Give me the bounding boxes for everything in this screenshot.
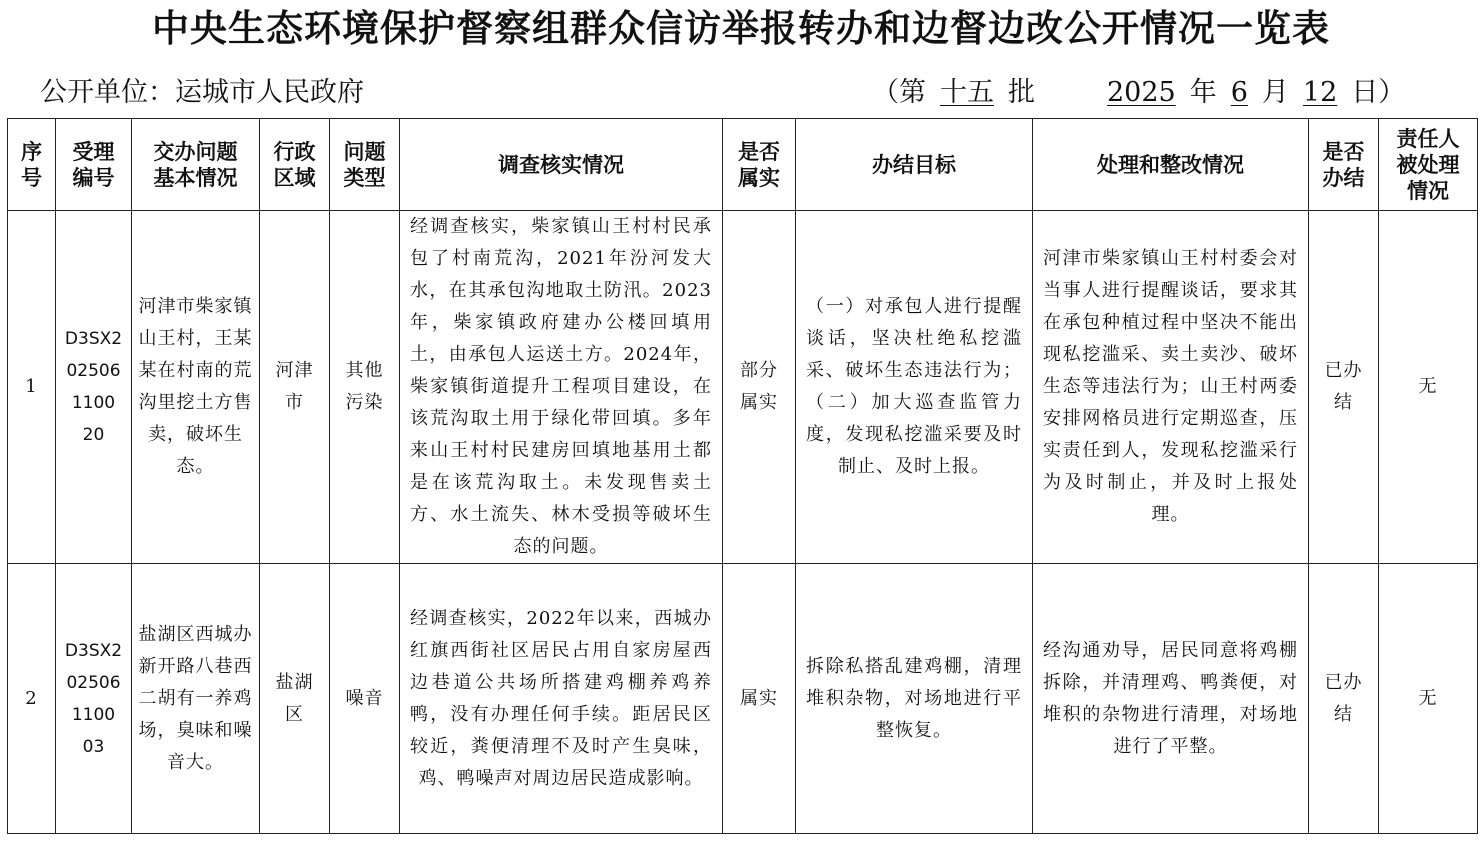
batch-year-label: 年 (1189, 77, 1217, 108)
page-title: 中央生态环境保护督察组群众信访举报转办和边督边改公开情况一览表 (152, 7, 1330, 50)
cell-investigation: 经调查核实，柴家镇山王村村民承包了村南荒沟，2021年汾河发大水，在其承包沟地取土防汛。2023年，柴家镇政府建办公楼回填用土，由承包人运送土方。2024年，柴家镇街道提升工程项目建设，在该荒沟取土用于绿化带回填。多年来山王村村民建房回填地基用土都是在该荒沟取土。未发现售卖土方、水土流失、林木受损等破坏生态的问题。 (400, 211, 723, 564)
batch-year: 2025 (1107, 77, 1176, 108)
cell-seq: 1 (8, 211, 56, 564)
header-seq: 序 号 (8, 119, 56, 211)
batch-open-paren: （ (872, 77, 899, 108)
batch-day: 12 (1302, 77, 1338, 108)
table-header-row (8, 119, 1478, 211)
cell-code: D3SX2025061100 20 (56, 211, 132, 564)
header-basic: 交办问题 基本情况 (132, 119, 260, 211)
cell-type: 噪音 (330, 564, 400, 834)
header-closed: 是否 办结 (1309, 119, 1379, 211)
cell-verified: 属实 (723, 564, 796, 834)
publisher-label: 公开单位： (40, 77, 175, 108)
cell-goal: （一）对承包人进行提醒谈话，坚决杜绝私挖滥采、破坏生态违法行为；（二）加大巡查监管力度，发现私挖滥采要及时制止、及时上报。 (796, 211, 1033, 564)
cell-punish: 无 (1379, 564, 1478, 834)
cell-closed: 已办结 (1309, 564, 1379, 834)
cell-handling: 经沟通劝导，居民同意将鸡棚拆除，并清理鸡、鸭粪便，对堆积的杂物进行清理，对场地进行了平整。 (1033, 564, 1309, 834)
cell-region: 盐湖区 (260, 564, 330, 834)
batch-day-label: 日 (1351, 77, 1379, 108)
header-type: 问题 类型 (330, 119, 400, 211)
batch-prefix: 第 (899, 77, 926, 108)
cell-verified: 部分属实 (723, 211, 796, 564)
batch-month-label: 月 (1261, 77, 1289, 108)
header-punish: 责任人 被处理 情况 (1379, 119, 1478, 211)
cell-code: D3SX2025061100 03 (56, 564, 132, 834)
cell-handling: 河津市柴家镇山王村村委会对当事人进行提醒谈话，要求其在承包种植过程中坚决不能出现私挖滥采、卖土卖沙、破坏生态等违法行为；山王村两委安排网格员进行定期巡查，压实责任到人，发现私挖滥采行为及时制止，并及时上报处理。 (1033, 211, 1309, 564)
header-investigation: 调查核实情况 (400, 119, 723, 211)
complaint-table (7, 118, 1478, 834)
header-verified: 是否 属实 (723, 119, 796, 211)
header-goal: 办结目标 (796, 119, 1033, 211)
cell-goal: 拆除私搭乱建鸡棚，清理堆积杂物，对场地进行平整恢复。 (796, 564, 1033, 834)
batch-close-paren: ） (1378, 77, 1406, 108)
publisher-value: 运城市人民政府 (175, 77, 364, 108)
table-row (8, 211, 1478, 564)
header-handling: 处理和整改情况 (1033, 119, 1309, 211)
batch-suffix: 批 (1008, 77, 1035, 108)
header-code: 受理 编号 (56, 119, 132, 211)
batch-line (872, 75, 1405, 111)
cell-investigation: 经调查核实，2022年以来，西城办红旗西街社区居民占用自家房屋西边巷道公共场所搭建鸡棚养鸡养鸭，没有办理任何手续。距居民区较近，粪便清理不及时产生臭味，鸡、鸭噪声对周边居民造成影响。 (400, 564, 723, 834)
table-row (8, 564, 1478, 834)
batch-number: 十五 (940, 77, 994, 108)
batch-month: 6 (1230, 77, 1248, 108)
publisher-line (40, 75, 364, 111)
cell-type: 其他污染 (330, 211, 400, 564)
cell-seq: 2 (8, 564, 56, 834)
header-region: 行政 区域 (260, 119, 330, 211)
cell-basic: 盐湖区西城办新开路八巷西二胡有一养鸡场，臭味和噪音大。 (132, 564, 260, 834)
cell-closed: 已办结 (1309, 211, 1379, 564)
cell-basic: 河津市柴家镇山王村，王某某在村南的荒沟里挖土方售卖，破坏生态。 (132, 211, 260, 564)
cell-punish: 无 (1379, 211, 1478, 564)
cell-region: 河津市 (260, 211, 330, 564)
